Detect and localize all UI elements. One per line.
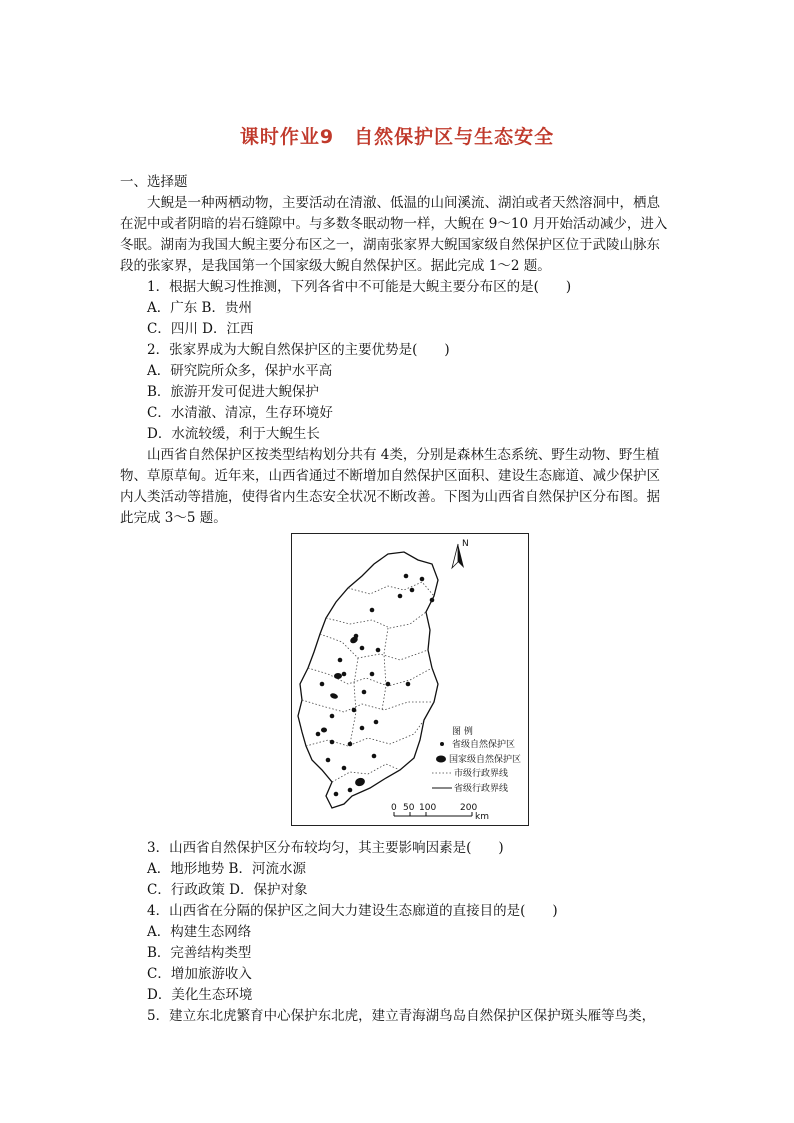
question-3-stem: 3．山西省自然保护区分布较均匀，其主要影响因素是( ) <box>147 840 504 856</box>
question-4-option: B．完善结构类型 <box>147 945 252 961</box>
legend-item-provincial: 省级自然保护区 <box>452 740 516 750</box>
section-heading: 一、选择题 <box>120 174 188 190</box>
passage2-line: 山西省自然保护区按类型结构划分共有 4类，分别是森林生态系统、野生动物、野生植 <box>147 447 660 463</box>
legend-item-national: 国家级自然保护区 <box>449 755 522 765</box>
scale-tick: 100 <box>419 803 437 813</box>
passage2-line: 此完成 3～5 题。 <box>120 510 227 526</box>
passage1-line: 冬眠。湖南为我国大鲵主要分布区之一，湖南张家界大鲵国家级自然保护区位于武陵山脉东 <box>120 237 660 253</box>
question-4-option: D．美化生态环境 <box>147 987 253 1003</box>
question-2-option: B．旅游开发可促进大鲵保护 <box>147 384 319 400</box>
scale-tick: 200 <box>460 803 478 813</box>
map-legend <box>432 725 521 794</box>
north-arrow <box>452 539 469 568</box>
scale-unit: km <box>475 812 489 822</box>
scale-bar <box>391 803 489 822</box>
question-1-option: C．四川 D．江西 <box>147 321 254 337</box>
question-1-option: A．广东 B．贵州 <box>147 300 252 316</box>
passage1-line: 大鲵是一种两栖动物，主要活动在清澈、低温的山间溪流、湖泊或者天然溶洞中，栖息 <box>147 195 660 211</box>
question-2-option: D．水流较缓，利于大鲵生长 <box>147 426 320 442</box>
shanxi-reserve-map <box>291 533 529 826</box>
question-5-stem: 5．建立东北虎繁育中心保护东北虎，建立青海湖鸟岛自然保护区保护斑头雁等鸟类， <box>147 1008 656 1024</box>
scale-tick: 0 <box>391 803 397 813</box>
question-2-stem: 2．张家界成为大鲵自然保护区的主要优势是( ) <box>147 342 450 358</box>
national-reserves <box>321 635 366 787</box>
question-4-option: C．增加旅游收入 <box>147 966 252 982</box>
question-2-option: A．研究院所众多，保护水平高 <box>147 363 333 379</box>
map-canvas <box>292 534 528 825</box>
legend-item-city: 市级行政界线 <box>454 769 509 779</box>
north-label: N <box>462 539 469 549</box>
legend-title: 图 例 <box>452 727 473 737</box>
passage1-line: 段的张家界，是我国第一个国家级大鲵自然保护区。据此完成 1～2 题。 <box>120 258 551 274</box>
scale-tick: 50 <box>403 803 415 813</box>
province-outline <box>298 552 438 808</box>
question-3-option: A．地形地势 B．河流水源 <box>147 861 306 877</box>
legend-national-symbol <box>436 756 446 763</box>
question-3-option: C．行政政策 D．保护对象 <box>147 882 308 898</box>
question-4-option: A．构建生态网络 <box>147 924 252 940</box>
legend-provincial-symbol <box>440 742 444 746</box>
page-title: 课时作业9 自然保护区与生态安全 <box>239 126 555 148</box>
question-4-stem: 4．山西省在分隔的保护区之间大力建设生态廊道的直接目的是( ) <box>147 903 558 919</box>
legend-item-province: 省级行政界线 <box>454 784 509 794</box>
question-2-option: C．水清澈、清凉，生存环境好 <box>147 405 333 421</box>
passage1-line: 在泥中或者阴暗的岩石缝隙中。与多数冬眠动物一样，大鲵在 9～10 月开始活动减少，进入 <box>120 216 668 232</box>
question-1-stem: 1．根据大鲵习性推测，下列各省中不可能是大鲵主要分布区的是( ) <box>147 279 572 295</box>
passage2-line: 内人类活动等措施，使得省内生态安全状况不断改善。下图为山西省自然保护区分布图。据 <box>120 489 660 505</box>
passage2-line: 物、草原草甸。近年来，山西省通过不断增加自然保护区面积、建设生态廊道、减少保护区 <box>120 468 660 484</box>
